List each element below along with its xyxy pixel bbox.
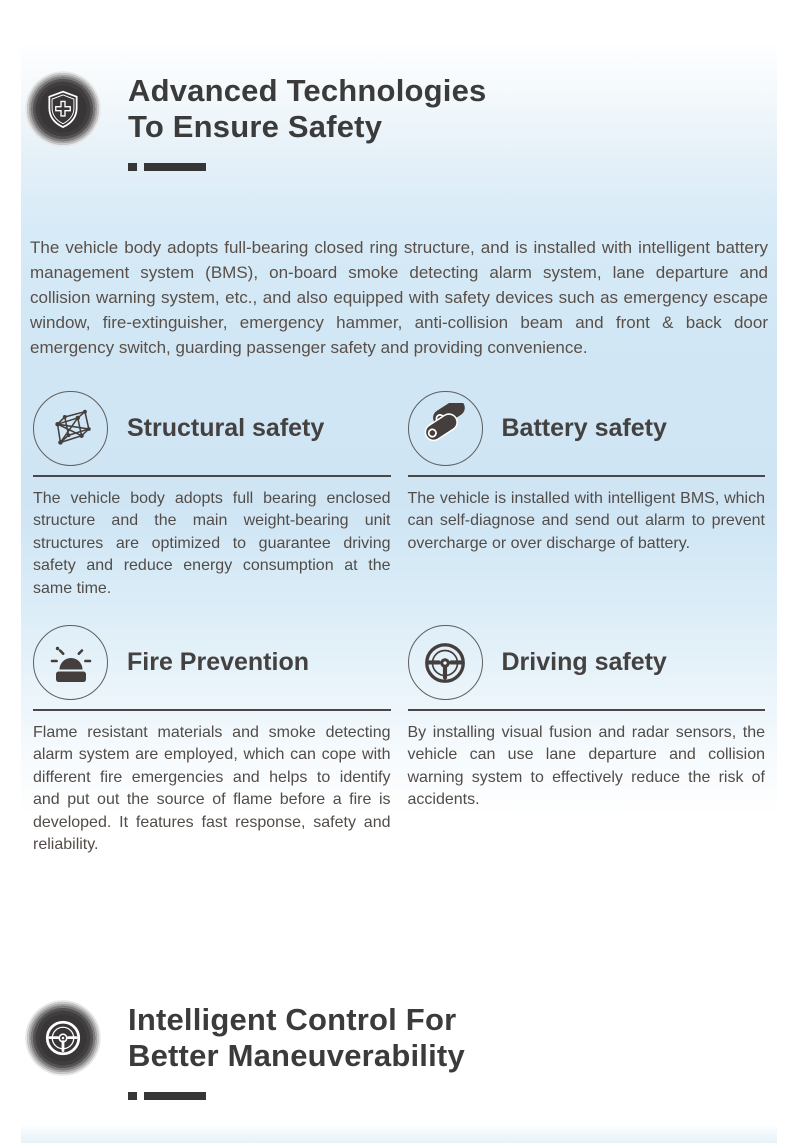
feature-divider	[408, 709, 766, 711]
safety-section-header	[21, 45, 777, 171]
feature-divider	[408, 475, 766, 477]
feature-structural-safety	[33, 391, 391, 600]
feature-body: The vehicle body adopts full bearing enclosed structure and the main weight-bearing unit structures are optimized to guarantee driving safety and reduce energy consumption at the same time.	[33, 490, 391, 597]
intro-paragraph: The vehicle body adopts full-bearing closed ring structure, and is installed with intelligent battery management system (BMS), on-board smoke detecting alarm system, lane departure and collision warning system, etc., and also equipped with safety devices such as emergency escape window, fire-extinguisher, emergency hammer, anti-collision beam and front & back door emergency switch, guarding passenger safety and providing convenience.	[30, 238, 768, 357]
shield-cross-icon	[42, 88, 84, 130]
decoration-square	[128, 163, 137, 171]
section1-title-line2: To Ensure Safety	[128, 109, 383, 144]
feature-icon-circle	[408, 391, 483, 466]
feature-body: Flame resistant materials and smoke detecting alarm system are employed, which can cope with different fire emergencies and helps to identify and put out the source of flame before a fire is developed. It features fast response, safety and reliability.	[33, 724, 391, 854]
feature-title: Structural safety	[127, 414, 325, 442]
cube-structure-icon	[46, 404, 96, 454]
feature-title: Fire Prevention	[127, 648, 309, 677]
section2-title	[128, 1002, 465, 1074]
feature-battery-safety	[408, 391, 766, 600]
control-section-header	[25, 1000, 465, 1100]
shield-badge	[25, 71, 101, 147]
feature-driving-safety	[408, 625, 766, 856]
title-underline-decoration	[128, 1092, 465, 1100]
feature-body: The vehicle is installed with intelligent BMS, which can self-diagnose and send out alarm to prevent overcharge or over discharge of battery.	[407, 490, 765, 552]
section1-title	[128, 73, 486, 145]
feature-divider	[33, 709, 391, 711]
feature-fire-prevention	[33, 625, 391, 856]
title-underline-decoration	[128, 163, 486, 171]
feature-title: Driving safety	[501, 648, 667, 677]
steering-badge	[25, 1000, 101, 1076]
safety-section-panel	[21, 45, 777, 865]
decoration-bar	[144, 163, 206, 171]
next-section-panel-edge	[21, 1125, 777, 1143]
feature-divider	[33, 475, 391, 477]
steering-wheel-icon	[42, 1017, 84, 1059]
feature-body: By installing visual fusion and radar sensors, the vehicle can use lane departure and collision warning system to effectively reduce the risk of accidents.	[407, 724, 765, 809]
battery-icon	[419, 403, 471, 455]
feature-icon-circle	[408, 625, 483, 700]
fire-alarm-icon	[47, 639, 95, 687]
decoration-square	[128, 1092, 137, 1100]
section1-title-line1: Advanced Technologies	[128, 73, 487, 108]
feature-icon-circle	[33, 625, 108, 700]
section2-title-line2: Better Maneuverability	[128, 1038, 465, 1073]
feature-icon-circle	[33, 391, 108, 466]
decoration-bar	[144, 1092, 206, 1100]
section2-title-line1: Intelligent Control For	[128, 1002, 457, 1037]
feature-title: Battery safety	[501, 414, 667, 442]
steering-wheel-icon	[420, 638, 470, 688]
features-grid	[33, 391, 765, 856]
